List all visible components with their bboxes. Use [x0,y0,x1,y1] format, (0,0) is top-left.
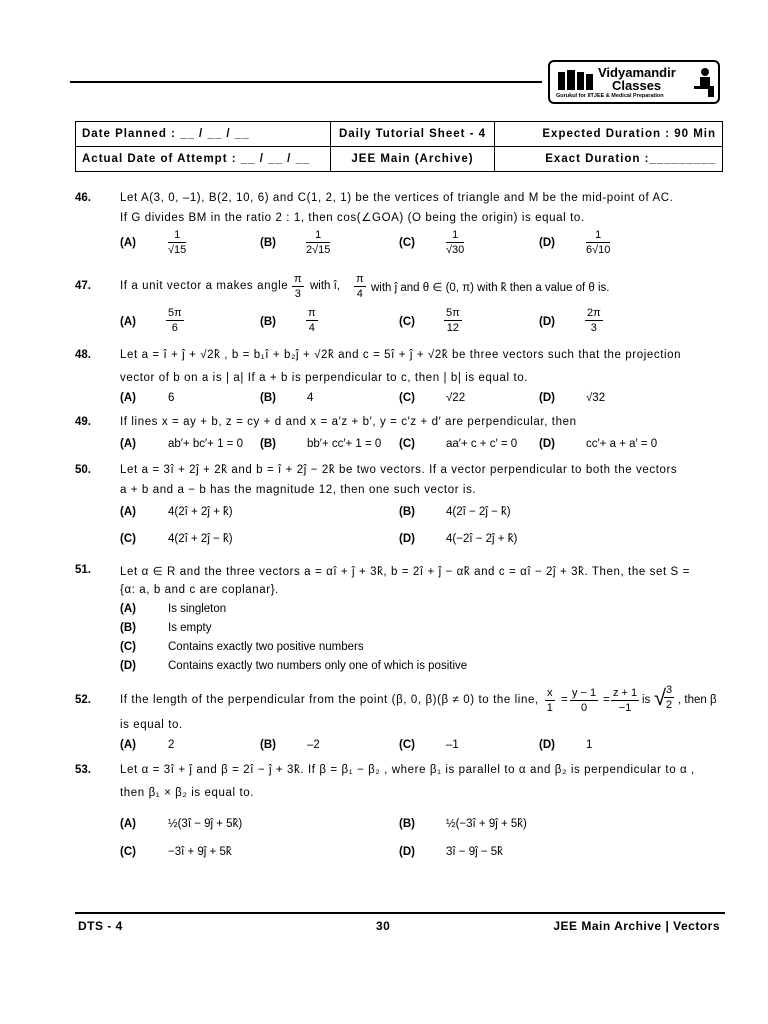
q48-opt-d: √32 [586,392,606,404]
q47-opt-d: $\frac{2\pi}{3}$ [587,307,601,334]
q46-number: 46. [75,192,91,204]
q52-line2: is equal to. [120,719,183,731]
q46-opt-d: $\frac{1}{6√10}$ [586,229,611,256]
q46-opt-a: $\frac{1}{√15}$ [168,229,187,256]
q51-opt-c: Contains exactly two positive numbers [168,641,364,653]
q52-opt-d-label: (D) [539,739,555,751]
q52-opt-a: 2 [168,739,175,751]
q52-frac-x: $\frac{x}{1}$ [546,687,553,714]
q48-line1: Let a = î + ĵ + √2k̂ , b = b₁î + b₂ĵ + √2k̂ and c = 5î + ĵ + √2k̂ be three vectors such that the projection [120,349,682,361]
q47-opt-c-label: (C) [399,316,415,328]
q49-opt-d-label: (D) [539,438,555,450]
q50-opt-b: 4(2î − 2ĵ − k̂) [446,506,511,518]
q48-opt-c-label: (C) [399,392,415,404]
q47-line1a: If a unit vector a makes angle [120,280,289,292]
q47-opt-a-label: (A) [120,316,136,328]
exact-duration: Exact Duration :_________ [495,147,723,172]
q51-line2: {α: a, b and c are coplanar}. [120,584,279,596]
q50-opt-b-label: (B) [399,506,415,518]
q52-tail: , then β [678,694,717,706]
q50-opt-a-label: (A) [120,506,136,518]
q47-frac2: $\frac{\pi}{4}$ [356,273,364,300]
q52-frac-root: $\frac{3}{2}$ [666,684,673,711]
q51-opt-b: Is empty [168,622,212,634]
q49-opt-a-label: (A) [120,438,136,450]
q51-opt-d: Contains exactly two numbers only one of which is positive [168,660,468,672]
q47-opt-b-label: (B) [260,316,276,328]
sheet-title: Daily Tutorial Sheet - 4 [331,122,495,147]
q50-line1: Let a = 3î + 2ĵ + 2k̂ and b = î + 2ĵ − 2k̂ be two vectors. If a vector perpendicular to both the vectors [120,464,678,476]
q48-opt-a-label: (A) [120,392,136,404]
q52-frac-z: $\frac{z + 1}{-1}$ [613,687,638,714]
q53-line2: then β₁ × β₂ is equal to. [120,787,255,799]
q51-opt-a-label: (A) [120,603,136,615]
top-rule [70,81,542,83]
q48-line2: vector of b on a is | a| If a + b is perpendicular to c, then | b| is equal to. [120,372,529,384]
q47-with1: with î, [310,280,341,292]
header-table [75,121,723,172]
logo-line2: Classes [612,78,662,93]
q50-opt-a: 4(2î + 2ĵ + k̂) [168,506,233,518]
q53-opt-d-label: (D) [399,846,415,858]
q49-opt-c-label: (C) [399,438,415,450]
q52-eq2: = [603,694,610,706]
q53-opt-a-label: (A) [120,818,136,830]
student-desk-icon [692,66,716,98]
q49-opt-d: cc′+ a + a′ = 0 [586,438,658,450]
q46-opt-a-label: (A) [120,237,136,249]
q48-opt-c: √22 [446,392,466,404]
subject: JEE Main (Archive) [331,147,495,172]
q50-line2: a + b and a − b has the magnitude 12, then one such vector is. [120,484,477,496]
q46-opt-b-label: (B) [260,237,276,249]
footer-rule [75,912,725,914]
q53-opt-c: −3î + 9ĵ + 5k̂ [168,846,232,858]
logo-line1: Vidyamandir [598,65,676,80]
q52-frac-y: $\frac{y - 1}{0}$ [572,687,597,714]
q48-opt-a: 6 [168,392,175,404]
q50-opt-c-label: (C) [120,533,136,545]
q49-number: 49. [75,416,91,428]
q53-opt-d: 3î − 9ĵ − 5k̂ [446,846,503,858]
q51-opt-c-label: (C) [120,641,136,653]
q52-opt-c-label: (C) [399,739,415,751]
q48-number: 48. [75,349,91,361]
q46-opt-d-label: (D) [539,237,555,249]
q53-opt-a: ½(3î − 9ĵ + 5k̂) [168,818,243,830]
q49-opt-b-label: (B) [260,438,276,450]
actual-date: Actual Date of Attempt : __ / __ / __ [76,147,331,172]
page-number: 30 [376,919,391,933]
footer-topic: JEE Main Archive | Vectors [553,919,720,933]
q51-opt-a: Is singleton [168,603,227,615]
q46-opt-b: $\frac{1}{2√15}$ [306,229,331,256]
q52-sqrt-sign: √ [654,685,667,710]
q49-line1: If lines x = ay + b, z = cy + d and x = a′z + b′, y = c′z + d′ are perpendicular, then [120,416,577,428]
q47-frac1: $\frac{\pi}{3}$ [294,273,302,300]
q52-eq1: = [561,694,568,706]
q51-line1: Let α ∈ R and the three vectors a = αî + ĵ + 3k̂, b = 2î + ĵ − αk̂ and c = αî − 2ĵ + 3k̂. Then, the set S = [120,566,690,578]
q52-opt-a-label: (A) [120,739,136,751]
q52-opt-c: –1 [446,739,459,751]
books-icon [558,70,594,90]
q47-opt-b: $\frac{\pi}{4}$ [308,307,316,334]
q49-opt-c: aa′+ c + c′ = 0 [446,438,518,450]
q51-number: 51. [75,564,91,576]
q52-number: 52. [75,694,91,706]
q47-opt-d-label: (D) [539,316,555,328]
q48-opt-d-label: (D) [539,392,555,404]
vmc-logo [548,60,720,104]
q52-opt-b: –2 [307,739,320,751]
footer-sheet-code: DTS - 4 [78,919,123,933]
q52-opt-d: 1 [586,739,593,751]
q53-opt-b-label: (B) [399,818,415,830]
q49-opt-b: bb′+ cc′+ 1 = 0 [307,438,382,450]
q52-is: is [642,694,651,706]
date-planned: Date Planned : __ / __ / __ [76,122,331,147]
q47-with2: with ĵ and θ ∈ (0, π) with k̂ then a value of θ is. [371,282,610,294]
q52-line1a: If the length of the perpendicular from the point (β, 0, β)(β ≠ 0) to the line, [120,694,539,706]
q53-opt-c-label: (C) [120,846,136,858]
q46-line2: If G divides BM in the ratio 2 : 1, then cos(∠GOA) (O being the origin) is equal to. [120,212,585,224]
q50-opt-d-label: (D) [399,533,415,545]
q46-opt-c-label: (C) [399,237,415,249]
q49-opt-a: ab′+ bc′+ 1 = 0 [168,438,243,450]
q53-number: 53. [75,764,91,776]
expected-duration: Expected Duration : 90 Min [495,122,723,147]
q53-opt-b: ½(−3î + 9ĵ + 5k̂) [446,818,527,830]
q47-number: 47. [75,280,91,292]
q47-opt-a: $\frac{5\pi}{6}$ [168,307,182,334]
q47-opt-c: $\frac{5\pi}{12}$ [446,307,460,334]
q48-opt-b: 4 [307,392,314,404]
q53-line1: Let α = 3î + ĵ and β = 2î − ĵ + 3k̂. If β = β₁ − β₂ , where β₁ is parallel to α and β₂ is perpendicular to α , [120,764,695,776]
q48-opt-b-label: (B) [260,392,276,404]
q51-opt-b-label: (B) [120,622,136,634]
q46-opt-c: $\frac{1}{√30}$ [446,229,465,256]
q50-opt-c: 4(2î + 2ĵ − k̂) [168,533,233,545]
logo-tagline: Gurukul for IITJEE & Medical Preparation [556,93,664,99]
q51-opt-d-label: (D) [120,660,136,672]
q50-number: 50. [75,464,91,476]
q46-line1: Let A(3, 0, –1), B(2, 10, 6) and C(1, 2, 1) be the vertices of triangle and M be the mid-point of AC. [120,192,674,204]
q52-opt-b-label: (B) [260,739,276,751]
q50-opt-d: 4(−2î − 2ĵ + k̂) [446,533,518,545]
